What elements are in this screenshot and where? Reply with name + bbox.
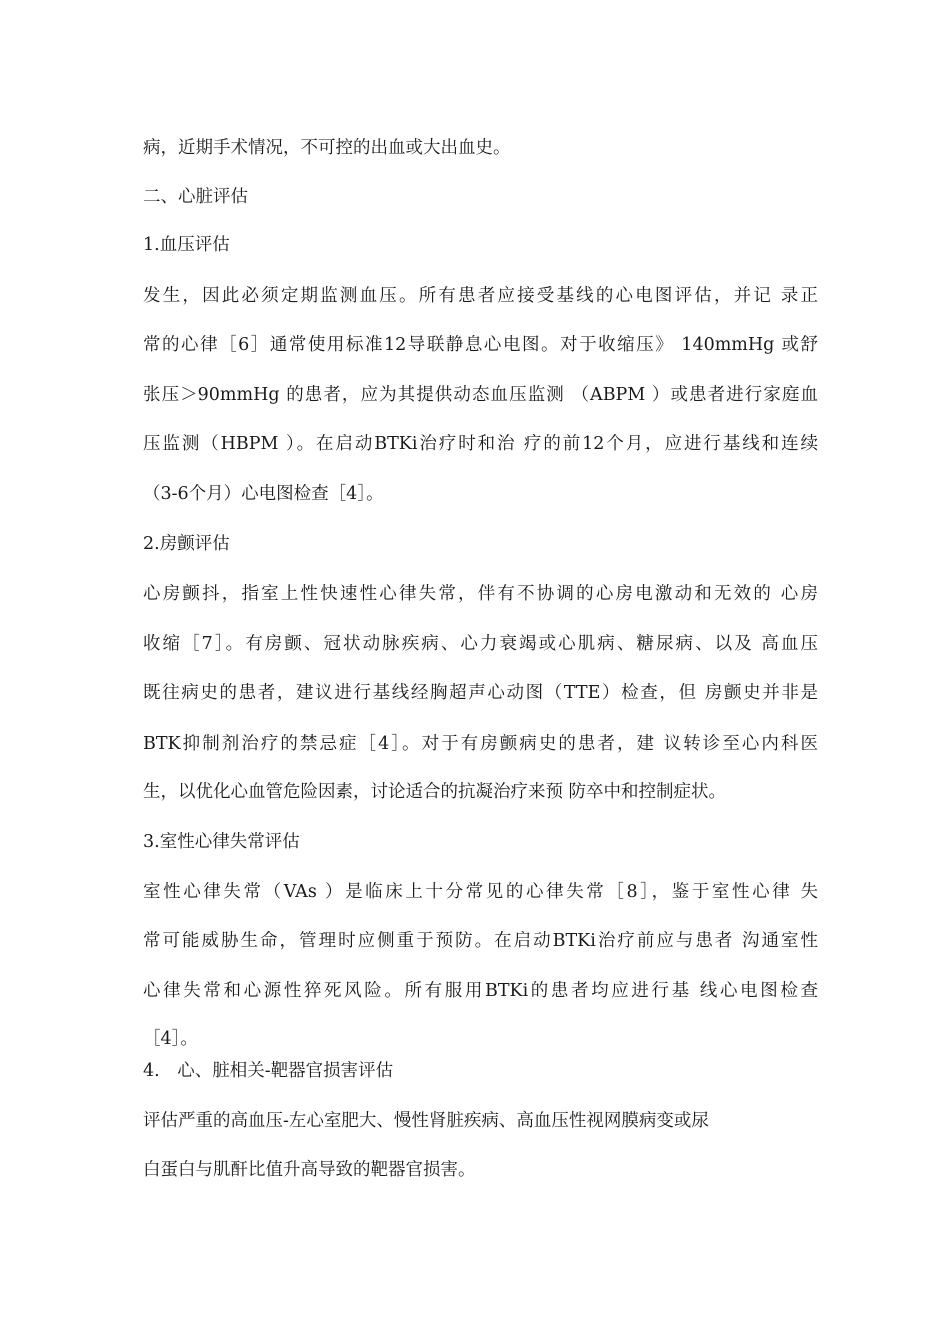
subheading-ventricular-arrhythmia: 3.室性心律失常评估 bbox=[143, 832, 300, 852]
subheading-atrial-fibrillation: 2.房颤评估 bbox=[143, 534, 230, 554]
text-line-17: 常可能威胁生命，管理时应侧重于预防。在启动BTKi治疗前应与患者 沟通室性 bbox=[143, 931, 818, 951]
text-line-12: 既往病史的患者，建议进行基线经胸超声心动图（TTE）检查，但 房颤史并非是 bbox=[143, 683, 818, 703]
text-line-13: BTK抑制剂治疗的禁忌症［4］。对于有房颤病史的患者，建 议转诊至心内科医 bbox=[143, 734, 818, 754]
text-line-8: （3-6个月）心电图检查［4］。 bbox=[143, 484, 384, 504]
text-line-21: 评估严重的高血压-左心室肥大、慢性肾脏疾病、高血压性视网膜病变或尿 bbox=[143, 1111, 709, 1131]
text-line-14: 生，以优化心血管危险因素，讨论适合的抗凝治疗来预 防卒中和控制症状。 bbox=[143, 782, 727, 802]
text-line-6: 张压＞90mmHg 的患者，应为其提供动态血压监测 （ABPM ）或患者进行家庭血 bbox=[143, 385, 818, 405]
subheading-target-organ-damage: 4. 心、脏相关-靶器官损害评估 bbox=[143, 1061, 394, 1081]
subheading-blood-pressure: 1.血压评估 bbox=[143, 235, 230, 255]
section-heading-cardiac-assessment: 二、心脏评估 bbox=[143, 187, 248, 207]
text-line-22: 白蛋白与肌酐比值升高导致的靶器官损害。 bbox=[143, 1160, 476, 1180]
text-line-16: 室性心律失常（VAs ）是临床上十分常见的心律失常［8］，鉴于室性心律 失 bbox=[143, 882, 818, 902]
text-line-5: 常的心律［6］通常使用标准12导联静息心电图。对于收缩压》 140mmHg 或舒 bbox=[143, 335, 818, 355]
text-line-19: ［4］。 bbox=[143, 1029, 198, 1049]
text-line-4: 发生，因此必须定期监测血压。所有患者应接受基线的心电图评估，并记 录正 bbox=[143, 286, 818, 306]
text-line-1: 病，近期手术情况，不可控的出血或大出血史。 bbox=[143, 138, 511, 158]
text-line-10: 心房颤抖，指室上性快速性心律失常，伴有不协调的心房电激动和无效的 心房 bbox=[143, 584, 818, 604]
text-line-7: 压监测（HBPM ）。在启动BTKi治疗时和治 疗的前12个月，应进行基线和连续 bbox=[143, 434, 818, 454]
text-line-11: 收缩［7］。有房颤、冠状动脉疾病、心力衰竭或心肌病、糖尿病、以及 高血压 bbox=[143, 634, 818, 654]
text-line-18: 心律失常和心源性猝死风险。所有服用BTKi的患者均应进行基 线心电图检查 bbox=[143, 981, 818, 1001]
